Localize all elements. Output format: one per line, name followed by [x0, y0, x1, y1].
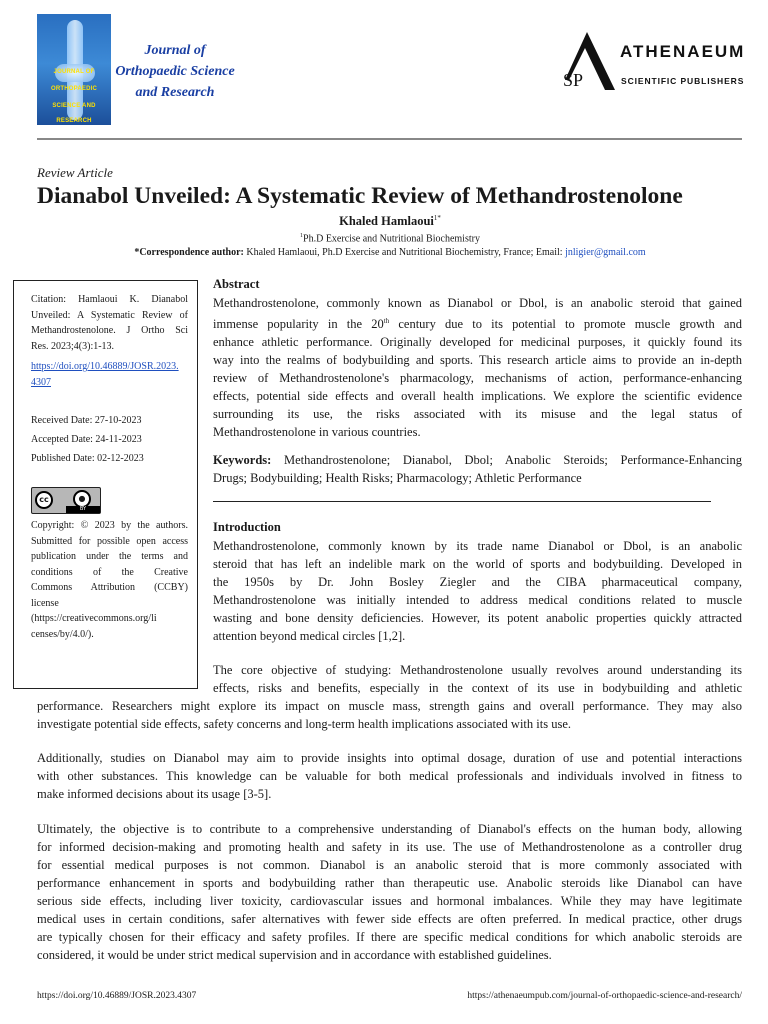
footer-doi[interactable]: https://doi.org/10.46889/JOSR.2023.4307	[37, 991, 197, 1001]
journal-logo-text-2: ORTHOPAEDIC	[50, 86, 98, 92]
intro-paragraph-1	[213, 537, 742, 645]
affiliation-superscript: 1	[300, 233, 304, 239]
paragraph-line: make informed decisions about its usage [3-5].	[37, 787, 272, 801]
journal-name-line: and Research	[135, 85, 215, 100]
keywords-line: Drugs; Bodybuilding; Health Risks; Pharmacology; Athletic Performance	[213, 471, 582, 485]
abstract-line: review of Methandrostenolone's pharmacology, mechanisms of action, performance-enhancing	[213, 371, 742, 386]
journal-name-line: Orthopaedic Science	[115, 64, 235, 79]
journal-logo-text-3: SCIENCE AND	[52, 103, 96, 109]
author-name: Khaled Hamlaoui	[339, 214, 434, 229]
citation	[31, 292, 188, 354]
abstract-line: Methandrostenolone in various countries.	[213, 425, 421, 440]
copyright-line: (https://creativecommons.org/li	[31, 613, 157, 624]
journal-logo-text-1: JOURNAL OF	[53, 69, 95, 75]
copyright-line: Submitted for possible open access	[31, 535, 188, 547]
person-icon: ●	[73, 490, 91, 508]
abstract-divider	[213, 501, 711, 502]
received-date: Received Date: 27-10-2023	[31, 415, 142, 426]
author-line	[0, 214, 768, 229]
keywords	[213, 451, 742, 487]
correspondence	[0, 247, 768, 258]
paragraph-line: the 1950s by Dr. John Bosley Ziegler and the CIBA pharmaceutical company,	[213, 575, 742, 589]
paragraph-line: effects, risks and benefits, especially in the context of its use in bodybuilding and athletic	[213, 681, 742, 695]
paragraph-line: Methandrostenolone, commonly known by its trade name Dianabol or Dbol, is an anabolic	[213, 539, 742, 553]
header-divider	[37, 138, 742, 140]
copyright	[31, 518, 188, 642]
accepted-date: Accepted Date: 24-11-2023	[31, 434, 142, 445]
abstract-line: enhance athletic performance. Originally developed for medicinal purposes, it quickly found its	[213, 335, 742, 350]
intro-paragraph-3	[37, 749, 742, 803]
keywords-line	[213, 451, 742, 469]
journal-name	[112, 40, 238, 103]
publisher-mark: SP	[563, 70, 584, 90]
citation-line: Unveiled: A Systematic Review of	[31, 309, 188, 321]
paragraph-line: for essential medical purposes is not common. Dianabol is an anabolic steroid that is more commonly associated with	[37, 858, 742, 872]
paragraph-line: Additionally, studies on Dianabol may aim to provide insights into optimal dosage, duration of use and potential interactions	[37, 751, 742, 765]
journal-name-line: Journal of	[144, 43, 206, 58]
paragraph-line: serious side effects, including liver toxicity, cardiovascular issues and hormonal imbalances. While they may have legitimate	[37, 894, 742, 908]
introduction-heading: Introduction	[213, 520, 281, 534]
paragraph-line: for informed decision-making and promoting health and safety in its use. The use of Methandrostenolone as a controller drug	[37, 840, 742, 854]
email-link[interactable]: jnligier@gmail.com	[565, 247, 646, 258]
abstract-line: effects, potential side effects and overall health implications. We explore the scientific evidence	[213, 389, 742, 404]
paragraph-line: Ultimately, the objective is to contribute to a comprehensive understanding of Dianabol's effects on the human body, allowing	[37, 822, 742, 836]
doi-link-line[interactable]: 4307	[31, 376, 51, 388]
abstract-line: way into the realms of bodybuilding and sports. This research article aims to provide an in-depth	[213, 353, 742, 368]
abstract-body	[213, 294, 742, 441]
paragraph-line: with other substances. This knowledge can be valuable for both medical professionals and individuals involved in fitness to	[37, 769, 742, 783]
citation-line: Methandrostenolone. J Ortho Sci	[31, 325, 188, 336]
publisher-subtitle: SCIENTIFIC PUBLISHERS	[621, 76, 745, 86]
correspondence-label: *Correspondence author:	[134, 247, 244, 258]
copyright-line: license	[31, 597, 59, 609]
affiliation-text: Ph.D Exercise and Nutritional Biochemistry	[303, 233, 480, 245]
paragraph-line: considered, it would be under strict medical supervision and in accordance with established guidelines.	[37, 948, 552, 962]
journal-logo-text-4: RESEARCH	[56, 118, 92, 124]
citation-line: Res. 2023;4(3):1-13.	[31, 340, 115, 352]
paragraph-line: steroid that has left an indelible mark on the world of sports and bodybuilding. Developed in	[213, 557, 742, 571]
published-date: Published Date: 02-12-2023	[31, 453, 144, 464]
affiliation	[0, 233, 768, 244]
paragraph-line: attention beyond medical circles [1,2].	[213, 629, 406, 643]
paragraph-line: medical uses in certain conditions, safer alternatives with fewer side effects are often preferred. In medical practice, other drugs	[37, 912, 742, 926]
cc-license-badge[interactable]	[31, 487, 101, 514]
publisher-logo	[555, 30, 619, 92]
paragraph-line: wasting and bone density deficiencies. However, its potent anabolic properties quickly attracted	[213, 611, 742, 625]
intro-paragraph-2b	[37, 697, 742, 733]
paragraph-line: performance enhancement in sports and bodybuilding rather than therapeutic use. Anabolic steroids like Dianabol can have	[37, 876, 742, 890]
cc-by-label: BY	[66, 506, 100, 513]
journal-cover-logo	[37, 14, 111, 125]
footer-url[interactable]: https://athenaeumpub.com/journal-of-orthopaedic-science-and-research/	[467, 991, 742, 1001]
keywords-text: Methandrostenolone; Dianabol, Dbol; Anabolic Steroids; Performance-Enhancing	[271, 453, 742, 467]
abstract-line: Methandrostenolone, commonly known as Dianabol or Dbol, is an anabolic steroid that gained	[213, 296, 742, 310]
copyright-line: publication under the terms and	[31, 551, 188, 562]
citation-line: Citation: Hamlaoui K. Dianabol	[31, 294, 188, 305]
intro-paragraph-4	[37, 820, 742, 964]
publisher-name: ATHENAEUM	[620, 42, 746, 61]
paragraph-line: are typically chosen for their efficacy and safety profiles. If there are specific medical conditions for which anabolic steroids are	[37, 930, 742, 944]
abstract-line: surrounding its use, the risks associated with its misuse and the legal status of	[213, 407, 742, 422]
author-superscript: 1*	[433, 214, 441, 222]
keywords-label: Keywords:	[213, 453, 272, 467]
intro-paragraph-2a	[213, 661, 742, 697]
doi-link[interactable]	[31, 359, 191, 390]
paragraph-line: The core objective of studying: Methandrostenolone usually revolves around understanding its	[213, 663, 742, 677]
cc-icon: cc	[35, 491, 53, 509]
article-type: Review Article	[37, 165, 113, 180]
copyright-line: conditions of the Creative	[31, 566, 188, 578]
paragraph-line: Methandrostenolone was initially intended to address medical conditions related to muscle	[213, 593, 742, 607]
paragraph-line: investigate potential side effects, safety concerns and long-term health implications associated with its use.	[37, 717, 571, 731]
article-title: Dianabol Unveiled: A Systematic Review of Methandrostenolone	[37, 183, 683, 209]
copyright-line: censes/by/4.0/).	[31, 628, 94, 640]
doi-link-line[interactable]: https://doi.org/10.46889/JOSR.2023.	[31, 361, 179, 372]
copyright-line: Commons Attribution (CCBY)	[31, 582, 188, 593]
paragraph-line: performance. Researchers might explore its impact on muscle mass, strength gains and overall performance. They may also	[37, 699, 742, 713]
abstract-heading: Abstract	[213, 277, 260, 291]
copyright-line: Copyright: © 2023 by the authors.	[31, 520, 188, 531]
abstract-line: immense popularity in the 20th century due to its potential to promote muscle growth and	[213, 317, 742, 332]
correspondence-text: Khaled Hamlaoui, Ph.D Exercise and Nutritional Biochemistry, France; Email:	[243, 247, 566, 258]
